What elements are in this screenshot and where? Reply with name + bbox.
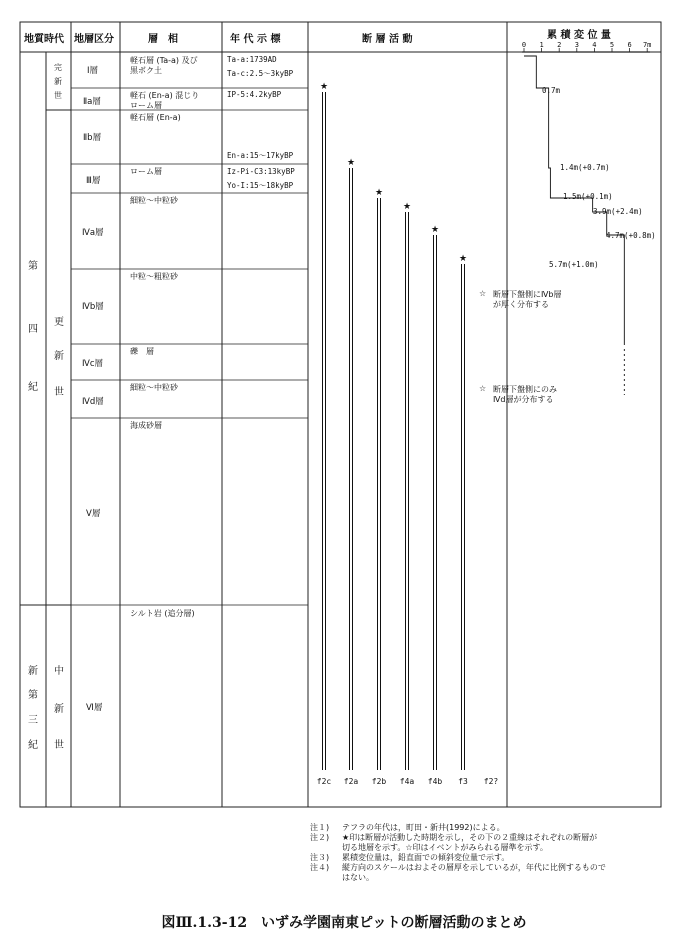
fault-label: f2? bbox=[483, 777, 499, 786]
activity-star-icon: ★ bbox=[374, 188, 384, 198]
footnotes bbox=[310, 823, 606, 883]
displacement-step-line bbox=[524, 56, 656, 395]
fault-note: 断層下盤側にⅣb層 bbox=[493, 290, 562, 299]
header-era: 地質時代 bbox=[24, 34, 64, 45]
scale-tick-label: 2 bbox=[557, 41, 562, 49]
header-facies: 層 相 bbox=[148, 34, 178, 45]
facies-text: 細粒～中粒砂 bbox=[130, 196, 178, 205]
layer-name: Ⅱa層 bbox=[83, 97, 101, 107]
figure-caption: 図Ⅲ.1.3-12 いずみ学園南東ピットの断層活動のまとめ bbox=[161, 915, 527, 931]
activity-star-icon: ★ bbox=[346, 158, 356, 168]
epoch-pleistocene-3: 世 bbox=[54, 387, 64, 398]
age-marker: Iz-Pi-C3:13kyBP bbox=[227, 167, 295, 176]
header-age: 年 代 示 標 bbox=[230, 34, 281, 45]
displacement-label: 1.4m(+0.7m) bbox=[560, 163, 610, 172]
facies-text: 軽石 (En-a) 混じり bbox=[130, 91, 200, 100]
layer-name: Ⅳa層 bbox=[82, 228, 104, 238]
note-row: はない。 bbox=[342, 873, 374, 882]
layer-name: Ⅲ層 bbox=[86, 176, 101, 186]
fault-label: f4b bbox=[427, 777, 443, 786]
fault-note: 断層下盤側にのみ bbox=[493, 385, 557, 394]
facies-text: シルト岩 (追分層) bbox=[130, 609, 195, 618]
header-stratum: 地層区分 bbox=[74, 34, 114, 45]
facies-text: ローム層 bbox=[130, 167, 162, 176]
epoch-holocene-2: 新 bbox=[54, 77, 62, 86]
age-marker: IP-5:4.2kyBP bbox=[227, 90, 282, 99]
event-star-icon: ☆ bbox=[479, 384, 487, 393]
activity-star-icon: ★ bbox=[458, 254, 468, 264]
fault-label: f2a bbox=[343, 777, 359, 786]
era-neogene-4: 紀 bbox=[28, 740, 38, 751]
epoch-miocene-2: 新 bbox=[54, 704, 64, 715]
scale-tick-label: 4 bbox=[592, 41, 597, 49]
fault-note: Ⅳd層が分布する bbox=[493, 395, 554, 404]
facies-text: 細粒～中粒砂 bbox=[130, 383, 178, 392]
facies-text: 軽石層 (Ta-a) 及び bbox=[130, 56, 198, 65]
scale-tick-label: 5 bbox=[609, 41, 615, 49]
fault-label: f2b bbox=[371, 777, 387, 786]
facies-text: 礫 層 bbox=[130, 347, 154, 356]
layer-name: Ⅳd層 bbox=[82, 397, 104, 407]
event-star-icon: ☆ bbox=[479, 289, 487, 298]
layer-name: Ⅴ層 bbox=[86, 509, 101, 519]
note-row: 注１) テフラの年代は，町田・新井(1992)による。 bbox=[310, 823, 505, 832]
epoch-holocene-1: 完 bbox=[54, 63, 62, 72]
era-quaternary-1: 第 bbox=[28, 261, 38, 272]
scale-tick-label: 0 bbox=[521, 41, 527, 49]
era-neogene-3: 三 bbox=[28, 715, 38, 726]
activity-star-icon: ★ bbox=[402, 202, 412, 212]
epoch-miocene-1: 中 bbox=[54, 666, 64, 677]
fault-note: が厚く分布する bbox=[493, 300, 549, 309]
layer-name: Ⅵ層 bbox=[86, 703, 103, 713]
fault-label: f2c bbox=[316, 777, 332, 786]
fault-label: f3 bbox=[458, 777, 468, 786]
layer-name: Ⅳb層 bbox=[82, 302, 104, 312]
layer-name: Ⅳc層 bbox=[82, 359, 104, 369]
layer-name: Ⅰ層 bbox=[87, 66, 99, 76]
era-neogene-2: 第 bbox=[28, 690, 38, 701]
activity-star-icon: ★ bbox=[319, 82, 329, 92]
era-quaternary-2: 四 bbox=[28, 324, 38, 335]
displacement-label: 3.9m(+2.4m) bbox=[593, 207, 643, 216]
scale-tick-label: 7m bbox=[642, 41, 652, 49]
epoch-pleistocene-2: 新 bbox=[54, 351, 64, 362]
displacement-label: 5.7m(+1.0m) bbox=[549, 260, 599, 269]
scale-tick-label: 1 bbox=[539, 41, 544, 49]
facies-text: 黒ボク土 bbox=[130, 66, 162, 75]
scale-tick-label: 3 bbox=[574, 41, 579, 49]
epoch-miocene-3: 世 bbox=[54, 740, 64, 751]
facies-text: ローム層 bbox=[130, 101, 162, 110]
displacement-label: 4.7m(+0.8m) bbox=[606, 231, 656, 240]
scale-tick-label: 6 bbox=[627, 41, 632, 49]
age-marker: En-a:15～17kyBP bbox=[227, 151, 294, 160]
era-neogene-1: 新 bbox=[28, 666, 38, 677]
layer-name: Ⅱb層 bbox=[83, 133, 102, 143]
facies-text: 中粒～粗粒砂 bbox=[130, 272, 178, 281]
note-row: 注３) 累積変位量は，鉛直面での傾斜変位量で示す。 bbox=[310, 853, 510, 862]
epoch-pleistocene-1: 更 bbox=[54, 317, 64, 328]
facies-text: 軽石層 (En-a) bbox=[130, 113, 181, 122]
displacement-label: 0.7m bbox=[542, 86, 561, 95]
age-marker: Ta-c:2.5～3kyBP bbox=[227, 69, 294, 78]
displacement-scale bbox=[522, 41, 652, 52]
displacement-label: 1.5m(+0.1m) bbox=[563, 192, 613, 201]
note-row: 切る地層を示す。☆印はイベントがみられる層準を示す。 bbox=[342, 843, 548, 852]
facies-text: 海成砂層 bbox=[130, 421, 162, 430]
fault-lines bbox=[317, 82, 499, 786]
age-marker: Yo-I:15～18kyBP bbox=[227, 181, 294, 190]
age-marker: Ta-a:1739AD bbox=[227, 55, 277, 64]
activity-star-icon: ★ bbox=[430, 225, 440, 235]
epoch-holocene-3: 世 bbox=[54, 91, 62, 100]
header-displacement: 累 積 変 位 量 bbox=[547, 30, 611, 41]
note-row: 注４) 縦方向のスケールはおよその層厚を示しているが，年代に比例するもので bbox=[310, 863, 606, 872]
era-quaternary-3: 紀 bbox=[28, 382, 38, 393]
fault-label: f4a bbox=[399, 777, 415, 786]
note-row: 注２) ★印は断層が活動した時期を示し，その下の２重線はそれぞれの断層が bbox=[310, 833, 598, 842]
header-fault: 断 層 活 動 bbox=[362, 34, 413, 45]
